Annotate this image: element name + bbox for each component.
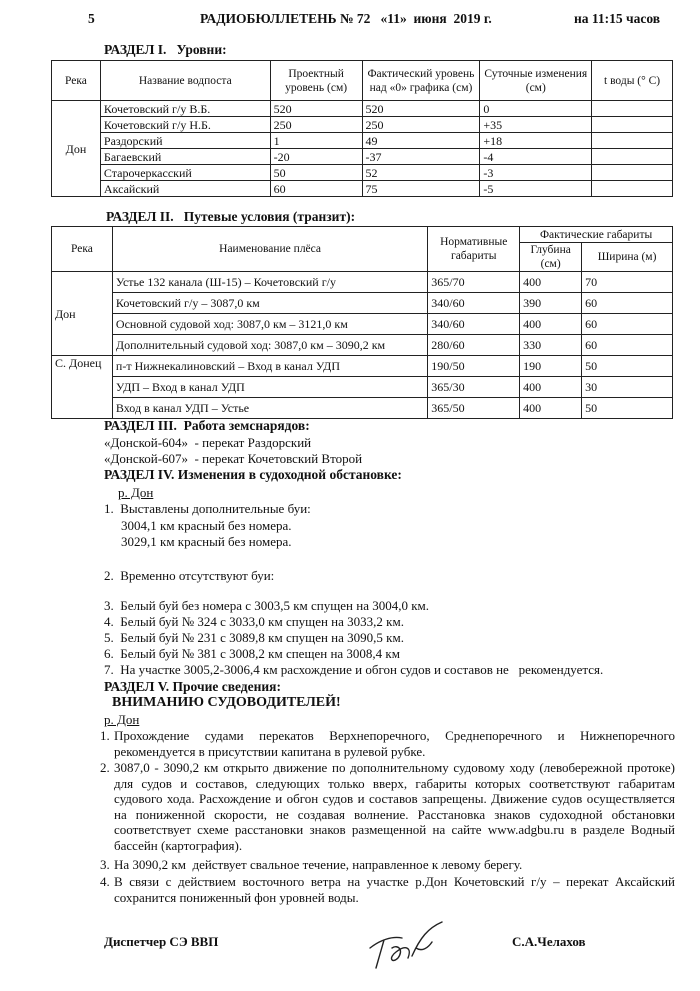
transit-table: [51, 226, 673, 419]
section1-title: РАЗДЕЛ I. Уровни:: [104, 42, 227, 57]
value-cell: 75: [362, 181, 480, 197]
table-row: [52, 133, 673, 149]
list-item: 2. Временно отсутствуют буи:: [104, 568, 275, 583]
value-cell: [592, 165, 673, 181]
value-cell: [592, 149, 673, 165]
table-row: [52, 293, 673, 314]
value-cell: 1: [270, 133, 362, 149]
notice-item-4: [100, 874, 675, 905]
reach-cell: п-т Нижнекалиновский – Вход в канал УДП: [112, 356, 427, 377]
col-river: Река: [52, 61, 101, 101]
reach-cell: Устье 132 канала (Ш-15) – Кочетовский г/у: [112, 272, 427, 293]
dredger-line: «Донской-604» - перекат Раздорский: [104, 435, 312, 450]
value-cell: 365/50: [428, 398, 520, 419]
value-cell: 340/60: [428, 314, 520, 335]
item-text: На 3090,2 км действует свальное течение, направленное к левому берегу.: [114, 857, 523, 872]
reach-cell: Дополнительный судовой ход: 3087,0 км – 3090,2 км: [112, 335, 427, 356]
levels-table: [51, 60, 673, 197]
station-cell: Багаевский: [100, 149, 270, 165]
item-text: Прохождение судами перекатов Верхнепоречного, Среднепоречного и Нижнепоречного рекомендуется в присутствии капитана в рулевой рубке.: [114, 728, 675, 759]
value-cell: 400: [520, 377, 582, 398]
dispatcher-label: Диспетчер СЭ ВВП: [104, 934, 219, 949]
river-label: р. Дон: [118, 485, 154, 500]
reach-cell: УДП – Вход в канал УДП: [112, 377, 427, 398]
list-subitem: 3004,1 км красный без номера.: [121, 518, 292, 533]
value-cell: [592, 133, 673, 149]
table-row: [52, 181, 673, 197]
station-cell: Раздорский: [100, 133, 270, 149]
item-number: 1.: [100, 728, 110, 743]
list-item: 7. На участке 3005,2-3006,4 км расхождение и обгон судов и составов не рекомендуется.: [104, 662, 604, 677]
list-item: 1. Выставлены дополнительные буи:: [104, 501, 311, 516]
value-cell: [592, 101, 673, 117]
value-cell: -4: [480, 149, 592, 165]
river-cell: С. Донец: [52, 356, 113, 419]
list-subitem: 3029,1 км красный без номера.: [121, 534, 292, 549]
value-cell: 330: [520, 335, 582, 356]
value-cell: -20: [270, 149, 362, 165]
notice-item-2: [100, 760, 675, 854]
value-cell: 60: [582, 293, 673, 314]
col-actual-level: Фактический уровень над «0» графика (см): [362, 61, 480, 101]
reach-cell: Кочетовский г/у – 3087,0 км: [112, 293, 427, 314]
value-cell: 0: [480, 101, 592, 117]
item-number: 2.: [100, 760, 110, 775]
table-row: [52, 272, 673, 293]
value-cell: +35: [480, 117, 592, 133]
value-cell: 190: [520, 356, 582, 377]
table-row: [52, 165, 673, 181]
value-cell: 190/50: [428, 356, 520, 377]
value-cell: -3: [480, 165, 592, 181]
river-cell: Дон: [52, 272, 113, 356]
col-reach: Наименование плёса: [112, 227, 427, 272]
value-cell: 50: [582, 356, 673, 377]
notice-item-3: [100, 857, 675, 873]
value-cell: 520: [362, 101, 480, 117]
item-text: В связи с действием восточного ветра на участке р.Дон Кочетовский г/у – перекат Аксайский сохранится пониженный фон уровней воды.: [114, 874, 675, 905]
page-number: 5: [88, 11, 95, 26]
table-row: [52, 101, 673, 117]
item-text: 3087,0 - 3090,2 км открыто движение по дополнительному судовому ходу (левобережной протоке) для судов и составов, следующих только вверх, габариты которых соответствуют габаритам судового хода. Расхождение и обгон судов и составов запрещены. Движение судов осуществляется на пониженной скорости, не создавая волнение. Расстановка знаков судоходной обстановки соответствует схеме расстановки знаков размещенной на сайте www.adgbu.ru в разделе Водный бассейн (картография).: [114, 760, 675, 853]
value-cell: 250: [270, 117, 362, 133]
value-cell: -5: [480, 181, 592, 197]
col-daily-change: Суточные изменения (см): [480, 61, 592, 101]
col-normative: Нормативные габариты: [428, 227, 520, 272]
value-cell: 60: [582, 314, 673, 335]
notice-item-1: [100, 728, 675, 759]
station-cell: Аксайский: [100, 181, 270, 197]
reach-cell: Вход в канал УДП – Устье: [112, 398, 427, 419]
value-cell: 49: [362, 133, 480, 149]
value-cell: 520: [270, 101, 362, 117]
signer-name: С.А.Челахов: [512, 934, 586, 949]
section3-title: РАЗДЕЛ III. Работа земснарядов:: [104, 418, 310, 433]
col-river: Река: [52, 227, 113, 272]
value-cell: [592, 181, 673, 197]
reach-cell: Основной судовой ход: 3087,0 км – 3121,0 км: [112, 314, 427, 335]
col-depth: Глубина (см): [520, 243, 582, 272]
value-cell: 60: [582, 335, 673, 356]
station-cell: Старочеркасский: [100, 165, 270, 181]
value-cell: 50: [582, 398, 673, 419]
section4-title: РАЗДЕЛ IV. Изменения в судоходной обстановке:: [104, 467, 402, 482]
item-number: 3.: [100, 857, 110, 872]
signature-icon: [362, 918, 452, 974]
levels-header-row: [52, 61, 673, 101]
value-cell: [592, 117, 673, 133]
value-cell: 400: [520, 272, 582, 293]
bulletin-time: на 11:15 часов: [574, 11, 661, 26]
value-cell: 280/60: [428, 335, 520, 356]
list-item: 3. Белый буй без номера с 3003,5 км спущен на 3004,0 км.: [104, 598, 430, 613]
value-cell: 70: [582, 272, 673, 293]
table-row: [52, 356, 673, 377]
value-cell: 400: [520, 398, 582, 419]
table-row: [52, 377, 673, 398]
bulletin-title: РАДИОБЮЛЛЕТЕНЬ № 72 «11» июня 2019 г.: [200, 11, 492, 26]
value-cell: 52: [362, 165, 480, 181]
attention-heading: ВНИМАНИЮ СУДОВОДИТЕЛЕЙ!: [112, 695, 341, 710]
table-row: [52, 335, 673, 356]
section2-title: РАЗДЕЛ II. Путевые условия (транзит):: [106, 209, 356, 224]
value-cell: 365/30: [428, 377, 520, 398]
value-cell: -37: [362, 149, 480, 165]
list-item: 6. Белый буй № 381 с 3008,2 км спещен на 3008,4 км: [104, 646, 400, 661]
col-station: Название водпоста: [100, 61, 270, 101]
col-actual: Фактические габариты: [520, 227, 673, 243]
table-row: [52, 149, 673, 165]
transit-header-row: [52, 227, 673, 243]
value-cell: +18: [480, 133, 592, 149]
value-cell: 400: [520, 314, 582, 335]
list-item: 4. Белый буй № 324 с 3033,0 км спущен на 3033,2 км.: [104, 614, 404, 629]
section5-title: РАЗДЕЛ V. Прочие сведения:: [104, 679, 281, 694]
col-design-level: Проектный уровень (см): [270, 61, 362, 101]
table-row: [52, 117, 673, 133]
river-cell: Дон: [52, 101, 101, 197]
list-item: 5. Белый буй № 231 с 3089,8 км спущен на 3090,5 км.: [104, 630, 404, 645]
value-cell: 50: [270, 165, 362, 181]
value-cell: 250: [362, 117, 480, 133]
item-number: 4.: [100, 874, 110, 889]
river-label: р. Дон: [104, 712, 140, 727]
table-row: [52, 314, 673, 335]
value-cell: 60: [270, 181, 362, 197]
station-cell: Кочетовский г/у Н.Б.: [100, 117, 270, 133]
station-cell: Кочетовский г/у В.Б.: [100, 101, 270, 117]
dredger-line: «Донской-607» - перекат Кочетовский Второй: [104, 451, 363, 466]
value-cell: 365/70: [428, 272, 520, 293]
value-cell: 30: [582, 377, 673, 398]
value-cell: 390: [520, 293, 582, 314]
table-row: [52, 398, 673, 419]
col-water-temp: t воды (° C): [592, 61, 673, 101]
value-cell: 340/60: [428, 293, 520, 314]
col-width: Ширина (м): [582, 243, 673, 272]
